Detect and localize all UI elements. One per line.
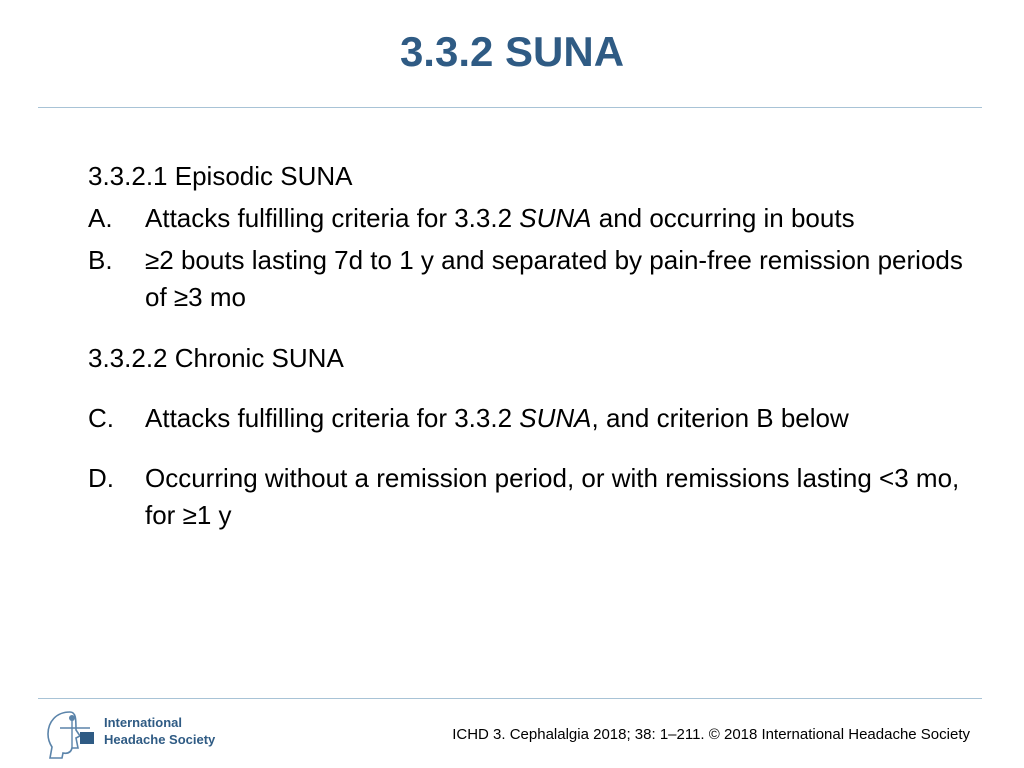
criterion-b: [88, 242, 968, 316]
section-heading-episodic: 3.3.2.1 Episodic SUNA: [88, 161, 353, 191]
ihs-logo: [40, 708, 230, 764]
section-heading-chronic: 3.3.2.2 Chronic SUNA: [88, 343, 344, 373]
slide-body: [88, 158, 968, 534]
criterion-c: [88, 400, 968, 437]
criterion-text-part: , and criterion B below: [591, 403, 849, 433]
criterion-a: [88, 200, 968, 237]
criterion-letter: A.: [88, 203, 113, 233]
criterion-text: Occurring without a remission period, or with remissions lasting <3 mo, for ≥1 y: [145, 463, 960, 530]
criterion-text-emphasis: SUNA: [519, 203, 592, 233]
bottom-divider: [38, 698, 982, 699]
logo-line: Headache Society: [104, 732, 216, 747]
criterion-text-part: Attacks fulfilling criteria for 3.3.2: [145, 403, 520, 433]
criterion-text: ≥2 bouts lasting 7d to 1 y and separated by pain-free remission periods of ≥3 mo: [145, 245, 963, 312]
criterion-text-part: and occurring in bouts: [591, 203, 855, 233]
criterion-text-emphasis: SUNA: [519, 403, 592, 433]
citation: ICHD 3. Cephalalgia 2018; 38: 1–211. © 2018 International Headache Society: [452, 726, 970, 743]
logo-line: International: [104, 715, 183, 730]
logo-wordmark: [104, 714, 215, 748]
head-profile-icon: [40, 708, 100, 764]
criterion-text: [145, 200, 968, 237]
criterion-text-part: Attacks fulfilling criteria for 3.3.2: [145, 203, 520, 233]
top-divider: [38, 107, 982, 108]
criterion-letter: B.: [88, 245, 113, 275]
criterion-d: [88, 460, 968, 534]
criterion-text: [145, 400, 968, 437]
slide-title: 3.3.2 SUNA: [399, 28, 625, 75]
criterion-letter: C.: [88, 403, 114, 433]
criterion-letter: D.: [88, 463, 114, 493]
